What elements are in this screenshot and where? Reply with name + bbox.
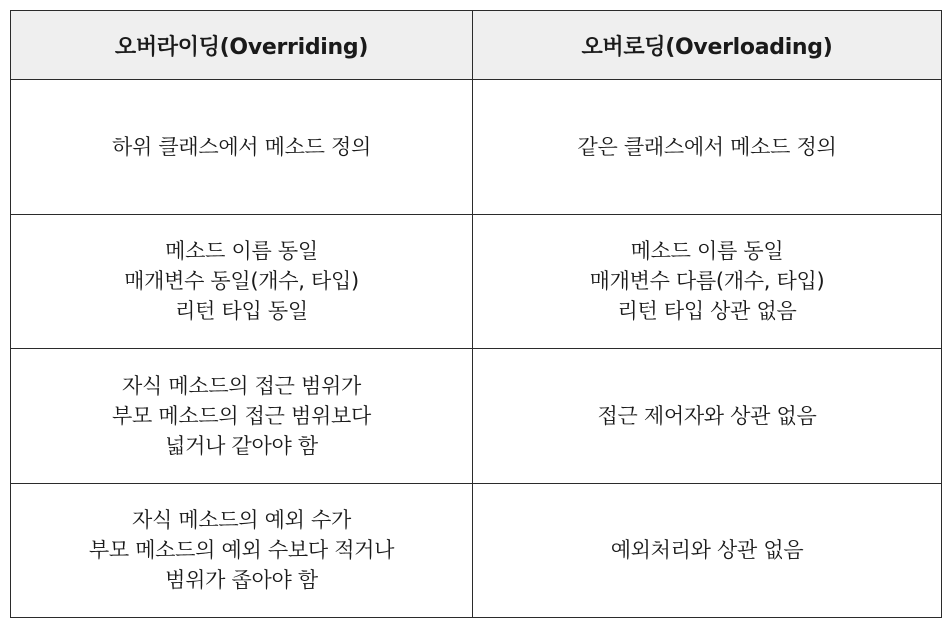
cell-overloading-exception	[473, 483, 942, 618]
cell-text: 같은 클래스에서 메소드 정의	[577, 134, 837, 159]
table-row	[11, 483, 942, 618]
cell-text: 리턴 타입 상관 없음	[617, 299, 797, 324]
cell-text: 자식 메소드의 접근 범위가	[122, 373, 361, 398]
header-overloading: 오버로딩(Overloading)	[473, 11, 942, 80]
cell-text: 매개변수 다름(개수, 타입)	[589, 269, 825, 294]
table-header	[11, 11, 942, 80]
header-overriding: 오버라이딩(Overriding)	[11, 11, 473, 80]
cell-text: 하위 클래스에서 메소드 정의	[112, 134, 371, 159]
header-row	[11, 11, 942, 80]
cell-overloading-signature	[473, 214, 942, 349]
table-body	[11, 80, 942, 618]
comparison-table	[10, 10, 942, 618]
cell-overriding-definition	[11, 80, 473, 215]
table-row	[11, 214, 942, 349]
cell-text: 예외처리와 상관 없음	[610, 538, 804, 563]
cell-text: 접근 제어자와 상관 없음	[597, 403, 817, 428]
cell-text: 매개변수 동일(개수, 타입)	[124, 269, 359, 294]
cell-overriding-signature	[11, 214, 473, 349]
cell-text: 자식 메소드의 예외 수가	[132, 508, 351, 533]
cell-text: 부모 메소드의 예외 수보다 적거나	[88, 538, 395, 563]
cell-text: 범위가 좁아야 함	[165, 568, 318, 593]
cell-text: 리턴 타입 동일	[175, 299, 308, 324]
cell-text: 부모 메소드의 접근 범위보다	[112, 403, 371, 428]
cell-overloading-definition	[473, 80, 942, 215]
cell-text: 넓거나 같아야 함	[165, 433, 318, 458]
cell-text: 메소드 이름 동일	[630, 239, 784, 264]
table-row	[11, 80, 942, 215]
cell-text: 메소드 이름 동일	[165, 239, 318, 264]
cell-overriding-access	[11, 349, 473, 484]
cell-overriding-exception	[11, 483, 473, 618]
cell-overloading-access	[473, 349, 942, 484]
table-row	[11, 349, 942, 484]
